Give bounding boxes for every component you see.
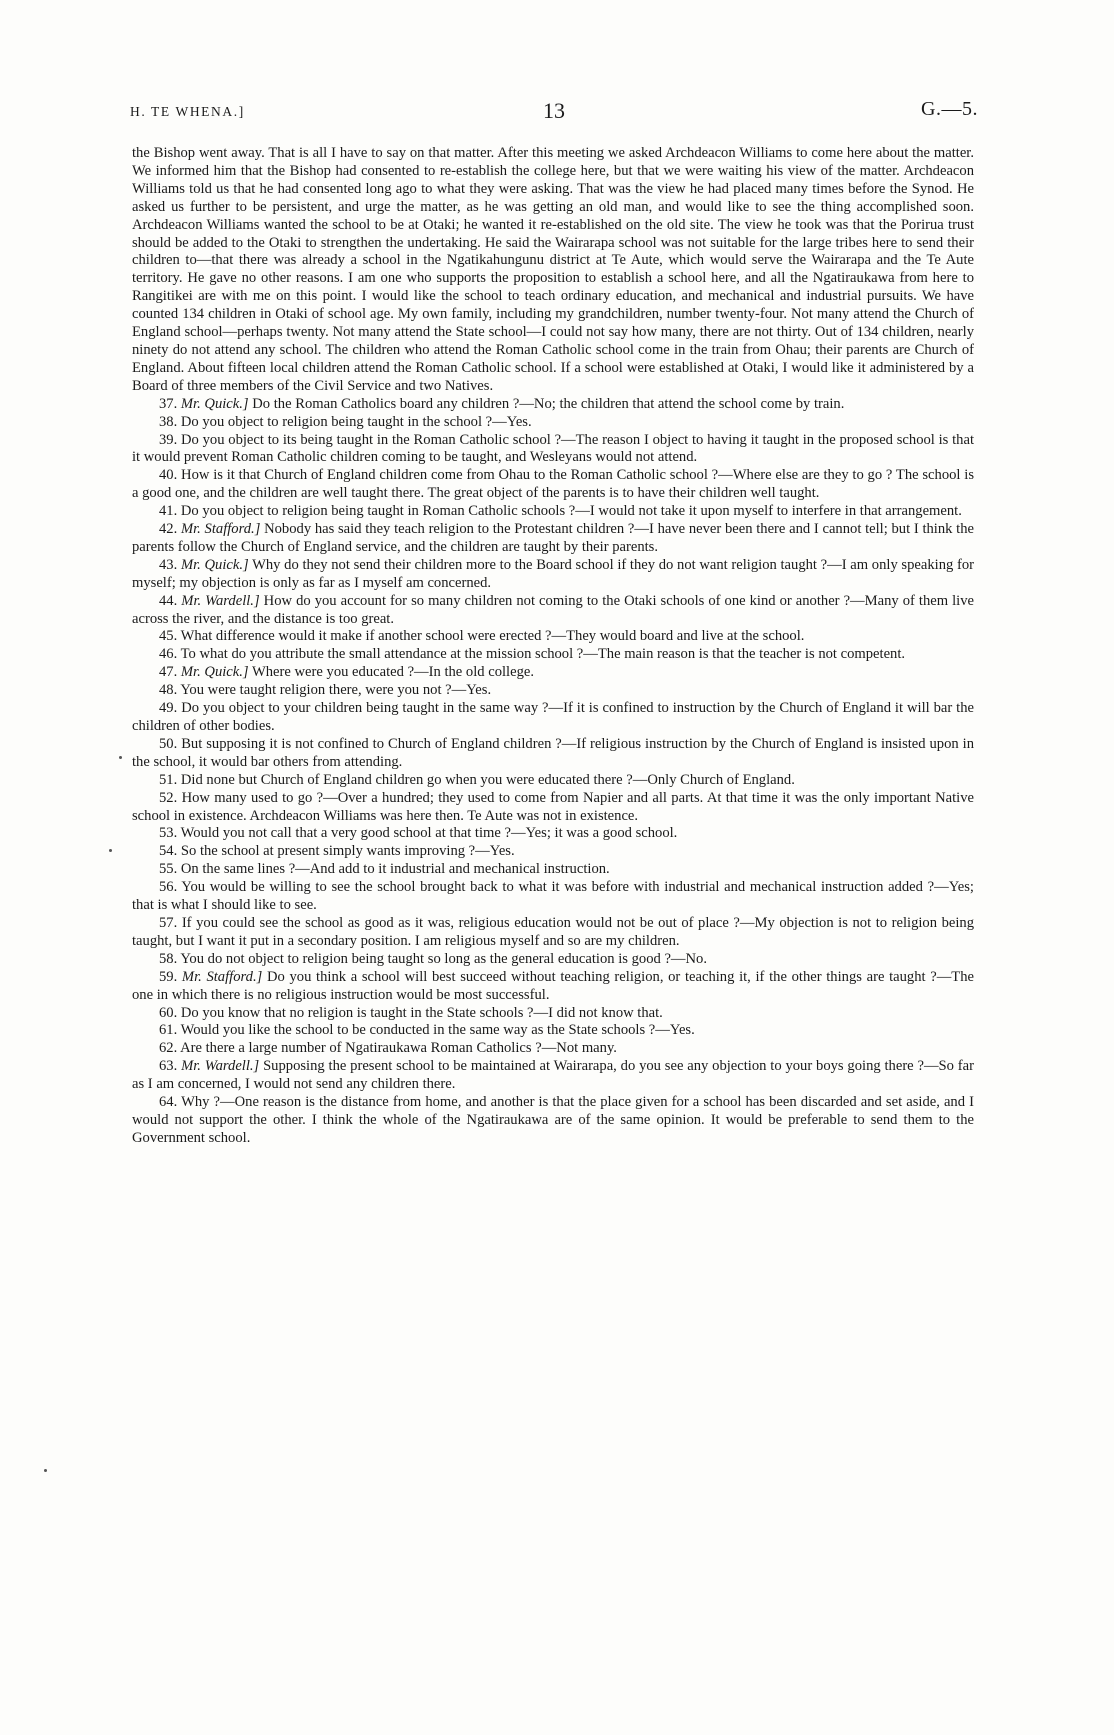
qa-paragraph (132, 1094, 974, 1148)
question-number: 46. (159, 646, 181, 663)
question-answer-text: Do you object to religion being taught in the school ?—Yes. (180, 413, 532, 430)
testimony-body (132, 145, 974, 1148)
question-number: 50. (159, 735, 182, 752)
scan-speck (44, 1469, 47, 1472)
question-answer-text: To what do you attribute the small attendance at the mission school ?—The main reason is that the teacher is not competent. (180, 646, 906, 663)
qa-paragraph (132, 593, 974, 629)
question-number: 44. (159, 592, 182, 609)
question-answer-text: Why do they not send their children more to the Board school if they do not want religion taught ?—I am only speaking for myself; my objection is only as far as I myself am concerned. (132, 556, 975, 591)
qa-paragraph (132, 467, 974, 503)
speaker-name: Mr. Wardell.] (181, 592, 260, 609)
question-answer-text: Nobody has said they teach religion to the Protestant children ?—I have never been there and I cannot tell; but I think the parents follow the Church of England service, and the children are taught by their parents. (132, 521, 974, 555)
question-number: 39. (159, 431, 182, 448)
question-answer-text: Would you not call that a very good school at that time ?—Yes; it was a good school. (180, 825, 678, 842)
question-answer-text: You were taught religion there, were you not ?—Yes. (180, 682, 492, 699)
question-number: 62. (159, 1040, 181, 1057)
question-number: 52. (159, 789, 182, 806)
question-answer-text: So the school at present simply wants improving ?—Yes. (180, 843, 515, 860)
qa-paragraph (132, 628, 974, 646)
question-answer-text: Do you object to your children being taught in the same way ?—If it is confined to instruction by the Church of England it will bar the children of other bodies. (132, 700, 974, 734)
qa-paragraph (132, 1040, 974, 1058)
question-answer-text: Are there a large number of Ngatiraukawa Roman Catholics ?—Not many. (180, 1040, 617, 1057)
question-answer-text: Do you think a school will best succeed without teaching religion, or teaching it, if the other things are taught ?—The one in which there is no religious instruction would be most successful. (132, 968, 974, 1003)
qa-paragraph (132, 843, 974, 861)
question-number: 58. (159, 950, 181, 967)
question-answer-text: You do not object to religion being taught so long as the general education is good ?—No. (180, 950, 708, 967)
document-reference: G.—5. (921, 98, 978, 120)
witness-heading: H. TE WHENA.] (130, 104, 245, 119)
qa-paragraph (132, 1058, 974, 1094)
question-answer-text: Where were you educated ?—In the old college. (251, 664, 534, 681)
question-number: 38. (159, 413, 181, 430)
question-answer-text: Did none but Church of England children go when you were educated there ?—Only Church of England. (180, 771, 795, 788)
question-number: 57. (159, 914, 182, 931)
question-number: 63. (159, 1058, 182, 1075)
question-number: 60. (159, 1004, 181, 1021)
qa-paragraph (132, 396, 974, 414)
question-answer-text: Do the Roman Catholics board any children ?—No; the children that attend the school come by train. (252, 395, 845, 412)
question-number: 59. (159, 968, 182, 985)
scan-speck (109, 849, 112, 852)
scan-speck (119, 756, 122, 759)
qa-paragraph (132, 951, 974, 969)
question-number: 47. (159, 664, 181, 681)
qa-paragraph (132, 915, 974, 951)
question-number: 51. (159, 771, 181, 788)
qa-paragraph (132, 1005, 974, 1023)
qa-paragraph (132, 503, 974, 521)
question-answer-text: On the same lines ?—And add to it industrial and mechanical instruction. (180, 861, 610, 878)
question-answer-text: What difference would it make if another school were erected ?—They would board and live at the school. (180, 628, 805, 645)
qa-paragraph (132, 969, 974, 1005)
question-number: 64. (159, 1094, 182, 1111)
qa-paragraph (132, 432, 974, 468)
continued-paragraph: the Bishop went away. That is all I have to say on that matter. After this meeting we asked Archdeacon Williams to come here about the matter. We informed him that the Bishop had consented to re-establish the college here, but that we were waiting his view of the matter. Archdeacon Williams told us that he had consented long ago to what they were asking. That was the view he had placed many times before the Synod. He asked us further to be persistent, and urge the matter, as he was getting an old man, and would like to see the thing accomplished soon. Archdeacon Williams wanted the school to be at Otaki; he wanted it re-established on the old site. The view he took was that the Porirua trust should be added to the Otaki to strengthen the undertaking. He said the Wairarapa school was not suitable for the large tribes here to send their children to—that there was already a school in the Ngatikahungunu district at Te Aute, which would serve the Wairarapa and the Te Aute territory. He gave no other reasons. I am one who supports the proposition to establish a school here, and all the Ngatiraukawa from here to Rangitikei are with me on this point. I would like the school to teach ordinary education, and mechanical and industrial pursuits. We have counted 134 children in Otaki of school age. My own family, including my grandchildren, number twenty-four. Not many attend the Church of England school—perhaps twenty. Not many attend the State school—I could not say how many, there are not thirty. Out of 134 children, nearly ninety do not attend any school. The children who attend the Roman Catholic school come in the train from Ohau; their parents are Church of England. About fifteen local children attend the Roman Catholic school. If a school were established at Otaki, I would like it administered by a Board of three members of the Civil Service and two Natives. (132, 145, 974, 394)
qa-paragraph (132, 664, 974, 682)
speaker-name: Mr. Wardell.] (181, 1058, 260, 1075)
page-number: 13 (543, 98, 565, 123)
question-number: 42. (159, 521, 181, 538)
question-number: 54. (159, 843, 181, 860)
qa-paragraph (132, 414, 974, 432)
question-answer-text: Do you know that no religion is taught in the State schools ?—I did not know that. (180, 1004, 663, 1021)
qa-paragraph (132, 790, 974, 826)
question-answer-text: You would be willing to see the school brought back to what it was before with industrial and mechanical instruction added ?—Yes; that is what I should like to see. (132, 879, 974, 914)
question-answer-text: Do you object to religion being taught in Roman Catholic schools ?—I would not take it upon myself to interfere in that arrangement. (180, 503, 962, 520)
question-answer-text: But supposing it is not confined to Church of England children ?—If religious instruction by the Church of England is insisted upon in the school, it would bar others from attending. (132, 735, 974, 770)
qa-paragraph (132, 736, 974, 772)
question-number: 45. (159, 628, 181, 645)
question-number: 53. (159, 825, 181, 842)
qa-paragraph (132, 700, 974, 736)
qa-paragraph (132, 682, 974, 700)
qa-paragraph (132, 825, 974, 843)
question-number: 48. (159, 682, 181, 699)
qa-paragraph (132, 646, 974, 664)
question-answer-text: Do you object to its being taught in the Roman Catholic school ?—The reason I object to having it taught in the proposed school is that it would prevent Roman Catholic children coming to be taught, and Wesleyans would not attend. (132, 431, 974, 466)
speaker-name: Mr. Quick.] (180, 664, 249, 681)
question-number: 43. (159, 556, 181, 573)
question-number: 40. (159, 467, 182, 484)
question-number: 49. (159, 700, 182, 717)
speaker-name: Mr. Stafford.] (180, 521, 261, 538)
question-answer-text: How is it that Church of England children come from Ohau to the Roman Catholic school ?—Where else are they to go ? The school is a good one, and the children are well taught there. The great object of the parents is to have their children well taught. (132, 467, 974, 502)
speaker-name: Mr. Quick.] (180, 556, 249, 573)
question-answer-text: How do you account for so many children not coming to the Otaki schools of one kind or another ?—Many of them live across the river, and the distance is too great. (132, 592, 974, 627)
question-answer-text: Would you like the school to be conducted in the same way as the State schools ?—Yes. (180, 1022, 695, 1039)
question-answer-text: If you could see the school as good as it was, religious education would not be out of place ?—My objection is not to religion being taught, but I want it put in a secondary position. I am religious myself and so are my children. (132, 914, 974, 949)
page-header (130, 98, 978, 128)
qa-paragraph (132, 772, 974, 790)
question-answer-text: Supposing the present school to be maintained at Wairarapa, do you see any objection to your boys going there ?—So far as I am concerned, I would not send any children there. (132, 1058, 974, 1093)
question-answer-text: Why ?—One reason is the distance from home, and another is that the place given for a school has been discarded and set aside, and I would not support the other. I think the whole of the Ngatiraukawa are of the same opinion. It would be preferable to send them to the Government school. (132, 1094, 974, 1146)
speaker-name: Mr. Stafford.] (181, 968, 263, 985)
qa-paragraph (132, 1022, 974, 1040)
question-number: 61. (159, 1022, 181, 1039)
qa-paragraph (132, 879, 974, 915)
question-number: 41. (159, 503, 181, 520)
speaker-name: Mr. Quick.] (180, 395, 249, 412)
question-number: 55. (159, 861, 181, 878)
qa-paragraph (132, 861, 974, 879)
qa-paragraph (132, 521, 974, 557)
question-number: 56. (159, 879, 182, 896)
qa-paragraph (132, 557, 974, 593)
question-answer-text: How many used to go ?—Over a hundred; they used to come from Napier and all parts. At that time it was the only important Native school in existence. Archdeacon Williams was here then. Te Aute was not in existence. (132, 789, 974, 824)
question-number: 37. (159, 395, 181, 412)
